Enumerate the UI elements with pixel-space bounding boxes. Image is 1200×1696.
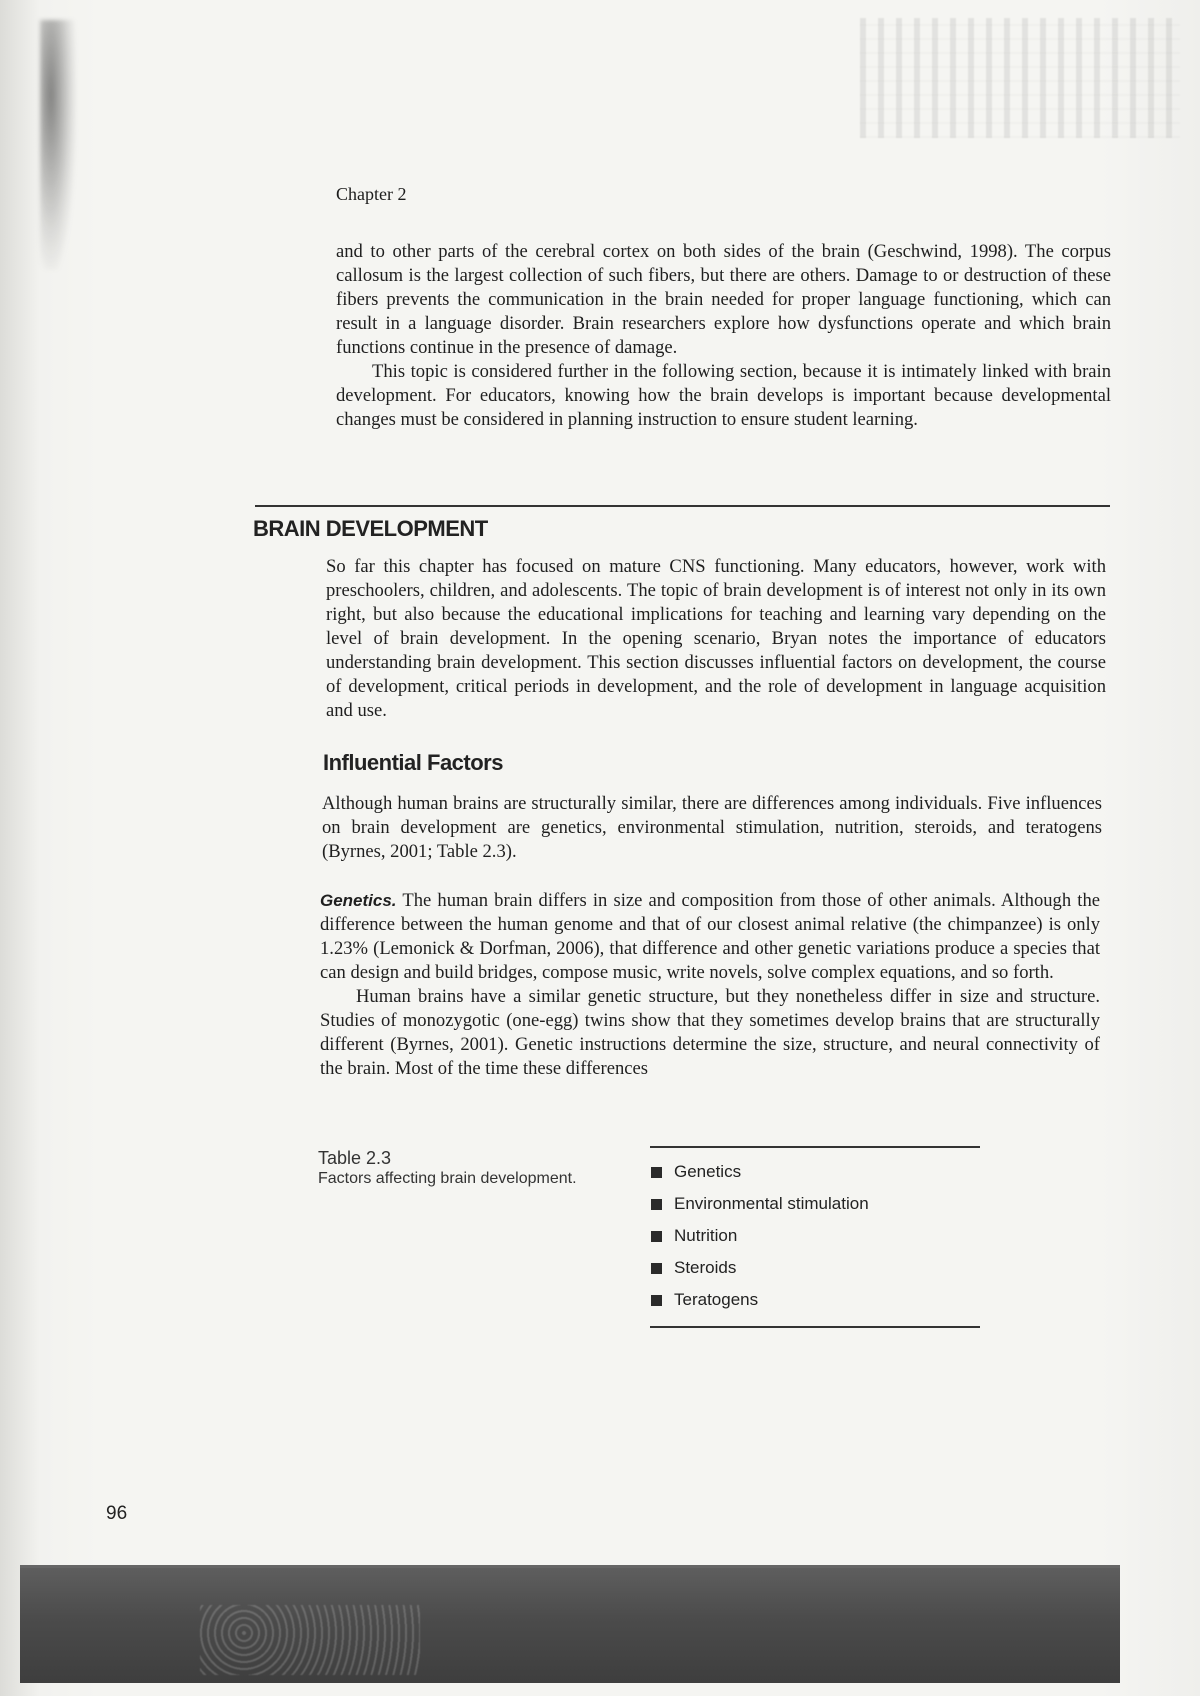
genetics-paragraph-2: Human brains have a similar genetic structure, but they nonetheless differ in size and structure. Studies of monozygotic (one-egg) twins show that they sometimes develop brains that are structurally different (Byrnes, 2001). Genetic instructions determine the size, structure, and neural connectivity of the brain. Most of the time these differences <box>320 986 1100 1079</box>
table-row <box>650 1284 980 1316</box>
section-heading: BRAIN DEVELOPMENT <box>253 516 488 541</box>
scan-edge-shadow <box>40 20 76 270</box>
square-bullet-icon <box>651 1263 662 1274</box>
table-row-label: Teratogens <box>674 1290 759 1309</box>
intro-paragraph-1: and to other parts of the cerebral cortex on both sides of the brain (Geschwind, 1998). The corpus callosum is the largest collection of such fibers, but there are others. Damage to or destruction of these fibers prevents the communication in the brain needed for proper language functioning, which can result in a language disorder. Brain researchers explore how dysfunctions operate and which brain functions continue in the presence of damage. <box>336 241 1111 358</box>
genetics-paragraph-1 <box>320 889 1100 985</box>
subsection-text-block <box>322 792 1102 864</box>
subsection-paragraph: Although human brains are structurally similar, there are differences among individuals. Five influences on brain development are genetics, environmental stimulation, nutrition, steroids, and teratogens (Byrnes, 2001; Table 2.3). <box>322 793 1102 862</box>
table-row-label: Environmental stimulation <box>674 1194 869 1213</box>
table-caption <box>318 1147 577 1189</box>
table-row-label: Steroids <box>674 1258 737 1277</box>
square-bullet-icon <box>651 1167 662 1178</box>
table-description: Factors affecting brain development. <box>318 1170 577 1187</box>
square-bullet-icon <box>651 1295 662 1306</box>
intro-text-block <box>336 240 1111 432</box>
table-row <box>650 1188 980 1220</box>
square-bullet-icon <box>651 1231 662 1242</box>
subsection-heading: Influential Factors <box>323 750 503 775</box>
table-title: Table 2.3 <box>318 1148 392 1168</box>
table-row <box>650 1156 980 1188</box>
scan-noise-area <box>860 18 1180 138</box>
section-rule <box>255 505 1110 507</box>
table-row <box>650 1252 980 1284</box>
section-text-block <box>326 555 1106 723</box>
table-row-label: Nutrition <box>674 1226 738 1245</box>
scan-bottom-shadow <box>20 1565 1120 1683</box>
genetics-text-block <box>320 889 1100 1081</box>
page-number: 96 <box>106 1503 128 1524</box>
intro-paragraph-2: This topic is considered further in the following section, because it is intimately linked with brain development. For educators, knowing how the brain develops is important because developmental changes must be considered in planning instruction to ensure student learning. <box>336 361 1111 430</box>
section-paragraph: So far this chapter has focused on mature CNS functioning. Many educators, however, work with preschoolers, children, and adolescents. The topic of brain development is of interest not only in its own right, but also because the educational implications for teaching and learning vary depending on the level of brain development. In the opening scenario, Bryan notes the importance of educators understanding brain development. This section discusses influential factors on development, the course of development, critical periods in development, and the role of development in language acquisition and use. <box>326 556 1106 721</box>
square-bullet-icon <box>651 1199 662 1210</box>
table-row-label: Genetics <box>674 1162 742 1181</box>
factor-table <box>650 1146 980 1328</box>
genetics-paragraph-1-text: The human brain differs in size and composition from those of other animals. Although the difference between the human genome and that of our closest animal relative (the chimpanzee) is only 1.23% (Lemonick & Dorfman, 2006), that difference and other genetic variations produce a species that can design and build bridges, compose music, write novels, solve complex equations, and so forth. <box>320 890 1100 983</box>
table-row <box>650 1220 980 1252</box>
scan-speckle <box>200 1605 420 1675</box>
running-head: Chapter 2 <box>336 184 407 204</box>
genetics-runin-label: Genetics. <box>320 891 397 910</box>
